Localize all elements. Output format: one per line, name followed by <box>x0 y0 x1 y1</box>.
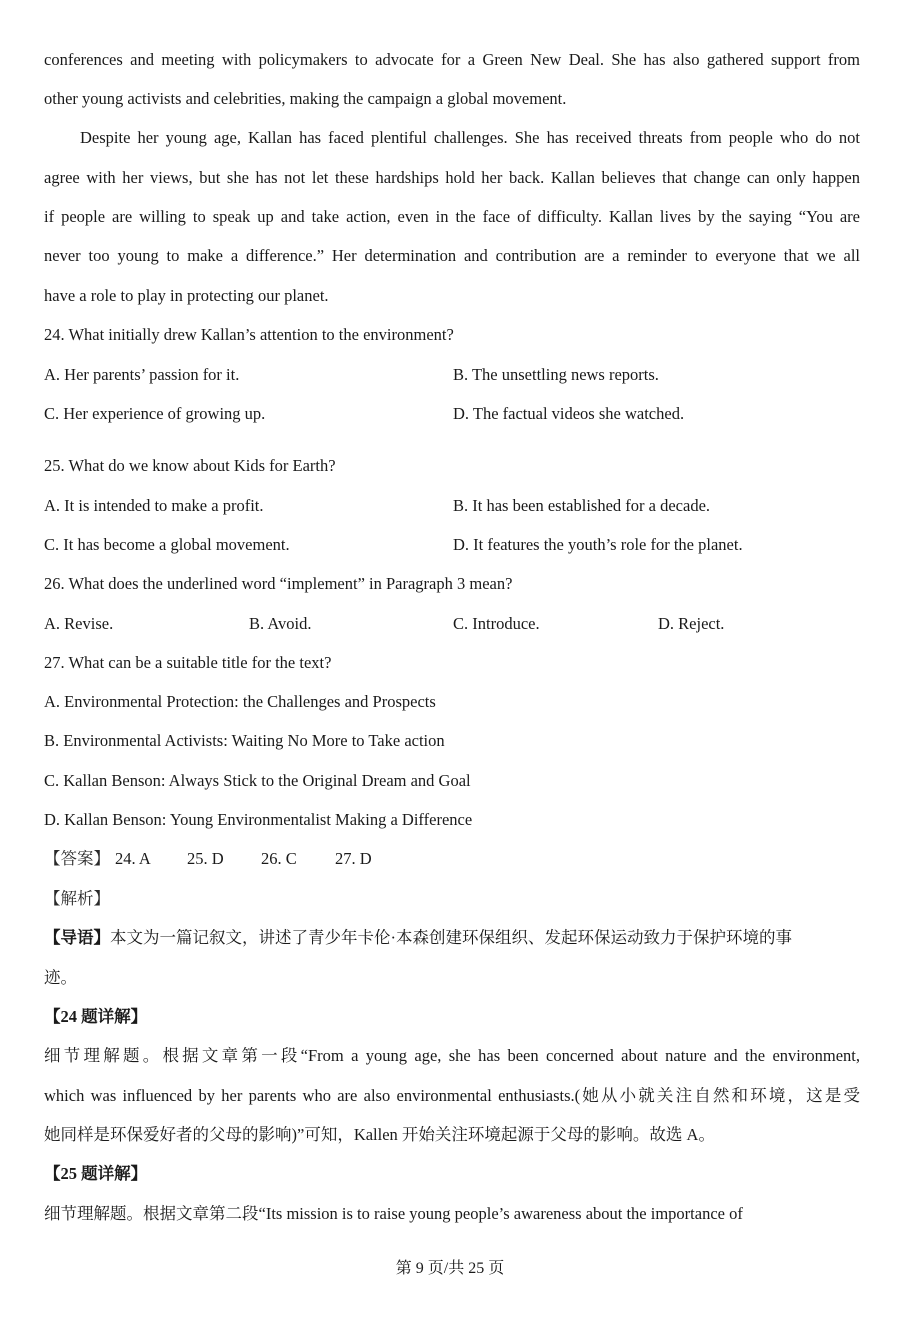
question-24-stem: 24. What initially drew Kallan’s attention to the environment? <box>44 325 454 344</box>
question-24-option-b: B. The unsettling news reports. <box>453 365 659 384</box>
guide-paragraph <box>44 928 860 948</box>
guide-text: 本文为一篇记叙文，讲述了青少年卡伦·本森创建环保组织、发起环保运动致力于保护环境的事 <box>110 928 792 947</box>
guide-text-cont: 迹。 <box>44 968 77 987</box>
question-25-stem: 25. What do we know about Kids for Earth? <box>44 456 336 475</box>
passage-line: if people are willing to speak up and take action, even in the face of difficulty. Kallan lives by the saying “You are <box>44 207 860 226</box>
q24-detail-title: 【24 题详解】 <box>44 1007 148 1026</box>
question-27-option-b: B. Environmental Activists: Waiting No More to Take action <box>44 731 445 750</box>
q24-detail-line: which was influenced by her parents who are also environmental enthusiasts.(她从小就关注自然和环境，这是受 <box>44 1086 860 1105</box>
guide-label: 【导语】 <box>44 928 110 947</box>
passage-line: other young activists and celebrities, making the campaign a global movement. <box>44 89 567 108</box>
question-26-stem: 26. What does the underlined word “implement” in Paragraph 3 mean? <box>44 574 513 593</box>
passage-line: Despite her young age, Kallan has faced plentiful challenges. She has received threats from people who do not <box>80 128 860 147</box>
question-24-option-d: D. The factual videos she watched. <box>453 404 685 423</box>
answer-label: 【答案】 <box>44 849 110 868</box>
question-27-option-c: C. Kallan Benson: Always Stick to the Original Dream and Goal <box>44 771 471 790</box>
q25-detail-title: 【25 题详解】 <box>44 1164 148 1183</box>
q24-detail-line: 细节理解题。根据文章第一段“From a young age, she has been concerned about nature and the environment, <box>44 1046 860 1065</box>
q25-detail-line: 细节理解题。根据文章第二段“Its mission is to raise young people’s awareness about the importance of <box>44 1204 743 1223</box>
question-27-option-a: A. Environmental Protection: the Challenges and Prospects <box>44 692 436 711</box>
question-26-option-a: A. Revise. <box>44 614 114 633</box>
question-27-stem: 27. What can be a suitable title for the text? <box>44 653 332 672</box>
answer-25: 25. D <box>187 849 224 868</box>
question-26-option-c: C. Introduce. <box>453 614 540 633</box>
question-25-option-c: C. It has become a global movement. <box>44 535 290 554</box>
passage-line: never too young to make a difference.” Her determination and contribution are a reminder to everyone that we all <box>44 246 860 265</box>
question-25-option-d: D. It features the youth’s role for the planet. <box>453 535 743 554</box>
page-number: 第 9 页/共 25 页 <box>395 1260 505 1277</box>
question-25-option-a: A. It is intended to make a profit. <box>44 496 264 515</box>
passage-line: conferences and meeting with policymakers to advocate for a Green New Deal. She has also gathered support from <box>44 50 860 69</box>
question-24-option-a: A. Her parents’ passion for it. <box>44 365 240 384</box>
question-27-option-d: D. Kallan Benson: Young Environmentalist Making a Difference <box>44 810 473 829</box>
question-25-option-b: B. It has been established for a decade. <box>453 496 711 515</box>
question-26-option-d: D. Reject. <box>658 614 725 633</box>
answer-24: 24. A <box>115 849 151 868</box>
answer-26: 26. C <box>261 849 297 868</box>
question-24-option-c: C. Her experience of growing up. <box>44 404 266 423</box>
passage-line: have a role to play in protecting our planet. <box>44 286 329 305</box>
analysis-label: 【解析】 <box>44 889 110 908</box>
answer-27: 27. D <box>335 849 372 868</box>
q24-detail-line: 她同样是环保爱好者的父母的影响)”可知，Kallen 开始关注环境起源于父母的影响。故选 A。 <box>44 1125 715 1144</box>
passage-line: agree with her views, but she has not let these hardships hold her back. Kallan believes that change can only happen <box>44 168 860 187</box>
question-26-option-b: B. Avoid. <box>249 614 312 633</box>
